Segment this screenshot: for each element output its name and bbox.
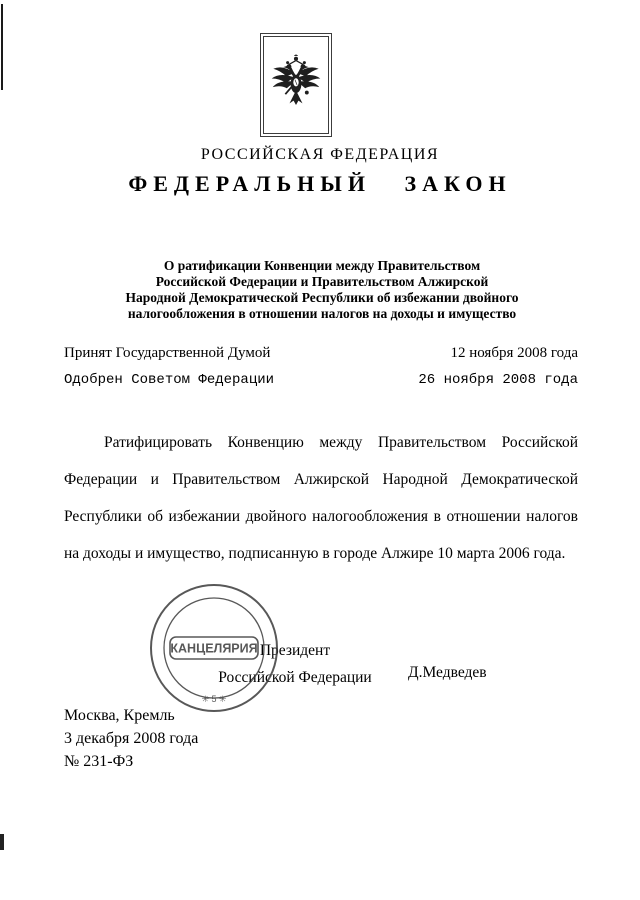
- chancellery-stamp: [148, 582, 280, 714]
- footer-place: Москва, Кремль: [64, 707, 175, 724]
- signatory-name: Д.Медведев: [408, 664, 487, 681]
- adopted-by-duma-label: Принят Государственной Думой: [64, 345, 271, 361]
- approved-by-council-label: Одобрен Советом Федерации: [64, 372, 275, 388]
- document-type-heading: ФЕДЕРАЛЬНЫЙ ЗАКОН: [128, 171, 512, 196]
- footer-law-number: № 231-ФЗ: [64, 753, 134, 770]
- stamp-center-text: КАНЦЕЛЯРИЯ: [170, 641, 258, 656]
- law-title-line: О ратификации Конвенции между Правительством: [163, 258, 481, 273]
- law-title-line: Российской Федерации и Правительством Алжирской: [155, 274, 489, 289]
- footer-date: 3 декабря 2008 года: [64, 730, 199, 747]
- adopted-by-duma-date: 12 ноября 2008 года: [450, 345, 578, 361]
- scan-artifact: [1, 4, 3, 90]
- law-title: [70, 258, 574, 322]
- coat-of-arms-frame: [263, 36, 329, 134]
- stamp-number: ✳ 5 ✳: [201, 694, 227, 704]
- coat-of-arms-icon: [269, 42, 323, 128]
- approved-by-council-row: [64, 372, 578, 388]
- country-heading: РОССИЙСКАЯ ФЕДЕРАЦИЯ: [200, 146, 440, 163]
- adopted-by-duma-row: [64, 345, 578, 362]
- law-title-line: Народной Демократической Республики об избежании двойного: [125, 290, 519, 305]
- approved-by-council-date: 26 ноября 2008 года: [418, 372, 578, 388]
- chancellery-stamp-icon: [148, 582, 280, 714]
- law-body-paragraph: Ратифицировать Конвенцию между Правительством Российской Федерации и Правительством Алжирской Народной Демократической Республики об избежании двойного налогообложения в отношении налогов на доходы и имущество, подписанную в городе Алжире 10 марта 2006 года.: [64, 434, 578, 562]
- signatory-post-line: Российской Федерации: [218, 669, 372, 686]
- law-title-line: налогообложения в отношении налогов на доходы и имущество: [127, 306, 517, 321]
- signatory-post-line: Президент: [259, 642, 331, 659]
- scan-artifact: [0, 834, 4, 850]
